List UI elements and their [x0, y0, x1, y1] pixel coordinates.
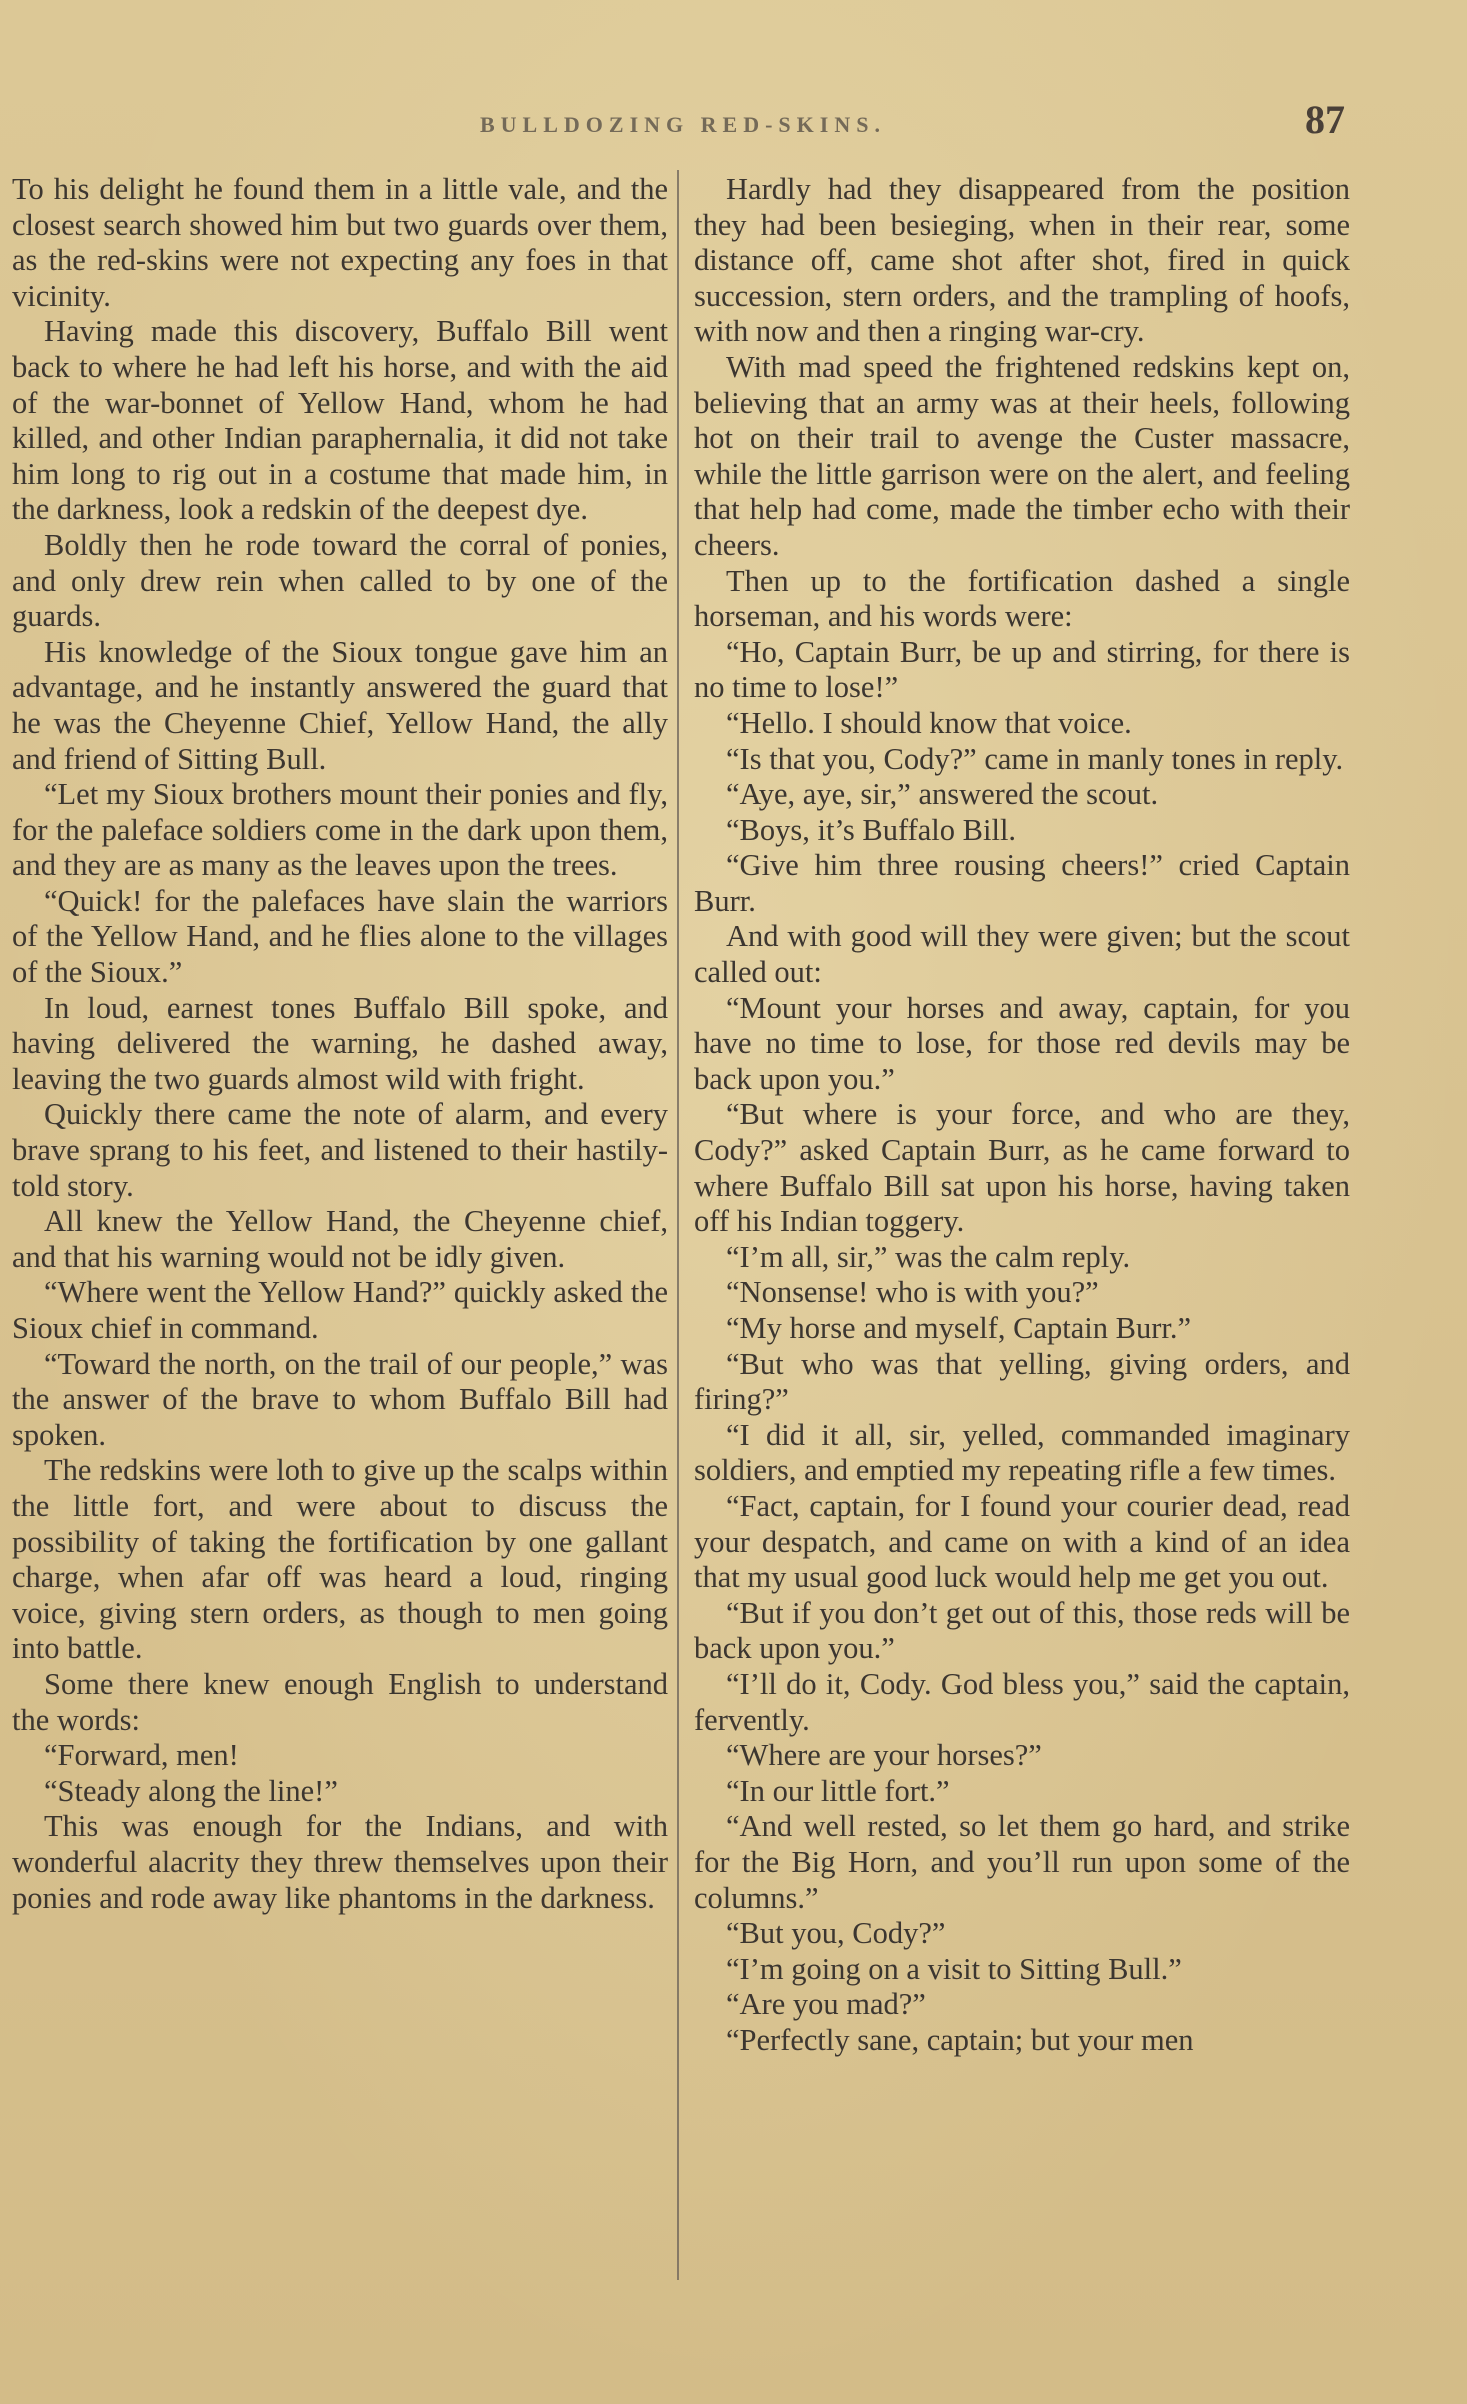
paragraph: All knew the Yellow Hand, the Cheyenne chief, and that his warning would not be idly given. — [12, 1204, 668, 1274]
paragraph: “Let my Sioux brothers mount their ponies and fly, for the paleface soldiers come in the dark upon them, and they are as many as the leaves upon the trees. — [12, 777, 668, 883]
paragraph: “Toward the north, on the trail of our people,” was the answer of the brave to whom Buffalo Bill had spoken. — [12, 1346, 668, 1452]
paragraph: “In our little fort.” — [726, 1773, 950, 1808]
paragraph: “Boys, it’s Buffalo Bill. — [726, 812, 1017, 847]
paragraph: “And well rested, so let them go hard, and strike for the Big Horn, and you’ll run upon some of the columns.” — [694, 1809, 1350, 1915]
paragraph: Boldly then he rode toward the corral of ponies, and only drew rein when called to by one of the guards. — [12, 527, 668, 634]
paragraph: “But where is your force, and who are they, Cody?” asked Captain Burr, as he came forward to where Buffalo Bill sat upon his horse, having taken off his Indian toggery. — [694, 1097, 1350, 1239]
paragraph: “I’m all, sir,” was the calm reply. — [726, 1239, 1131, 1274]
left-column — [12, 172, 668, 2312]
paragraph: In loud, earnest tones Buffalo Bill spoke, and having delivered the warning, he dashed away, leaving the two guards almost wild with fright. — [12, 990, 668, 1096]
paragraph: Hardly had they disappeared from the position they had been besieging, when in their rear, some distance off, came shot after shot, fired in quick succession, stern orders, and the trampling of hoofs, with now and then a ringing war-cry. — [694, 172, 1350, 349]
paragraph: The redskins were loth to give up the scalps within the little fort, and were about to discuss the possibility of taking the fortification by one gallant charge, when afar off was heard a loud, ringing voice, giving stern orders, as though to men going into battle. — [12, 1453, 668, 1666]
paragraph: “But who was that yelling, giving orders, and firing?” — [694, 1346, 1350, 1417]
paragraph: “Where are your horses?” — [726, 1738, 1042, 1773]
paragraph: “Mount your horses and away, captain, for you have no time to lose, for those red devils may be back upon you.” — [694, 990, 1350, 1096]
page-number: 87 — [1305, 97, 1345, 142]
paragraph: “Where went the Yellow Hand?” quickly asked the Sioux chief in command. — [12, 1275, 668, 1345]
paragraph: And with good will they were given; but the scout called out: — [694, 919, 1350, 990]
column-divider — [677, 170, 679, 2280]
paragraph: “Ho, Captain Burr, be up and stirring, for there is no time to lose!” — [694, 634, 1350, 705]
right-column — [694, 172, 1350, 2312]
paragraph: “I’m going on a visit to Sitting Bull.” — [726, 1951, 1182, 1986]
paragraph: “Fact, captain, for I found your courier dead, read your despatch, and came on with a kind of an idea that my usual good luck would help me get you out. — [694, 1488, 1350, 1595]
paragraph: “I did it all, sir, yelled, commanded imaginary soldiers, and emptied my repeating rifle a few times. — [694, 1417, 1350, 1488]
paragraph: Then up to the fortification dashed a single horseman, and his words were: — [694, 563, 1350, 634]
paragraph: “Are you mad?” — [726, 1987, 926, 2022]
paragraph: To his delight he found them in a little vale, and the closest search showed him but two guards over them, as the red-skins were not expecting any foes in that vicinity. — [12, 172, 668, 313]
paragraph: “But if you don’t get out of this, those reds will be back upon you.” — [694, 1595, 1350, 1666]
paragraph: “Steady along the line!” — [44, 1773, 338, 1808]
paragraph: “Is that you, Cody?” came in manly tones in reply. — [726, 741, 1344, 776]
paragraph: “Quick! for the palefaces have slain the warriors of the Yellow Hand, and he flies alone to the villages of the Sioux.” — [12, 883, 668, 990]
paragraph: “I’ll do it, Cody. God bless you,” said the captain, fervently. — [694, 1666, 1350, 1737]
paragraph: “Nonsense! who is with you?” — [726, 1275, 1099, 1310]
paragraph: His knowledge of the Sioux tongue gave him an advantage, and he instantly answered the guard that he was the Cheyenne Chief, Yellow Hand, the ally and friend of Sitting Bull. — [12, 634, 668, 776]
paragraph: “Hello. I should know that voice. — [726, 705, 1132, 740]
paragraph: “Give him three rousing cheers!” cried Captain Burr. — [694, 848, 1350, 918]
paragraph: Quickly there came the note of alarm, and every brave sprang to his feet, and listened to their hastily-told story. — [12, 1097, 668, 1203]
paragraph: “Aye, aye, sir,” answered the scout. — [726, 777, 1159, 812]
paragraph: “Perfectly sane, captain; but your men — [726, 2022, 1194, 2057]
paragraph: Having made this discovery, Buffalo Bill went back to where he had left his horse, and with the aid of the war-bonnet of Yellow Hand, whom he had killed, and other Indian paraphernalia, it did not take him long to rig out in a costume that made him, in the darkness, look a redskin of the deepest dye. — [12, 314, 668, 527]
paragraph: “My horse and myself, Captain Burr.” — [726, 1311, 1192, 1345]
running-head: BULLDOZING RED-SKINS. — [480, 112, 886, 137]
paragraph: “Forward, men! — [44, 1738, 239, 1773]
paragraph: Some there knew enough English to understand the words: — [12, 1666, 668, 1737]
paragraph: With mad speed the frightened redskins kept on, believing that an army was at their heels, following hot on their trail to avenge the Custer massacre, while the little garrison were on the alert, and feeling that help had come, made the timber echo with their cheers. — [694, 349, 1350, 562]
paragraph: This was enough for the Indians, and with wonderful alacrity they threw themselves upon their ponies and rode away like phantoms in the darkness. — [12, 1809, 668, 1915]
paragraph: “But you, Cody?” — [726, 1916, 946, 1951]
